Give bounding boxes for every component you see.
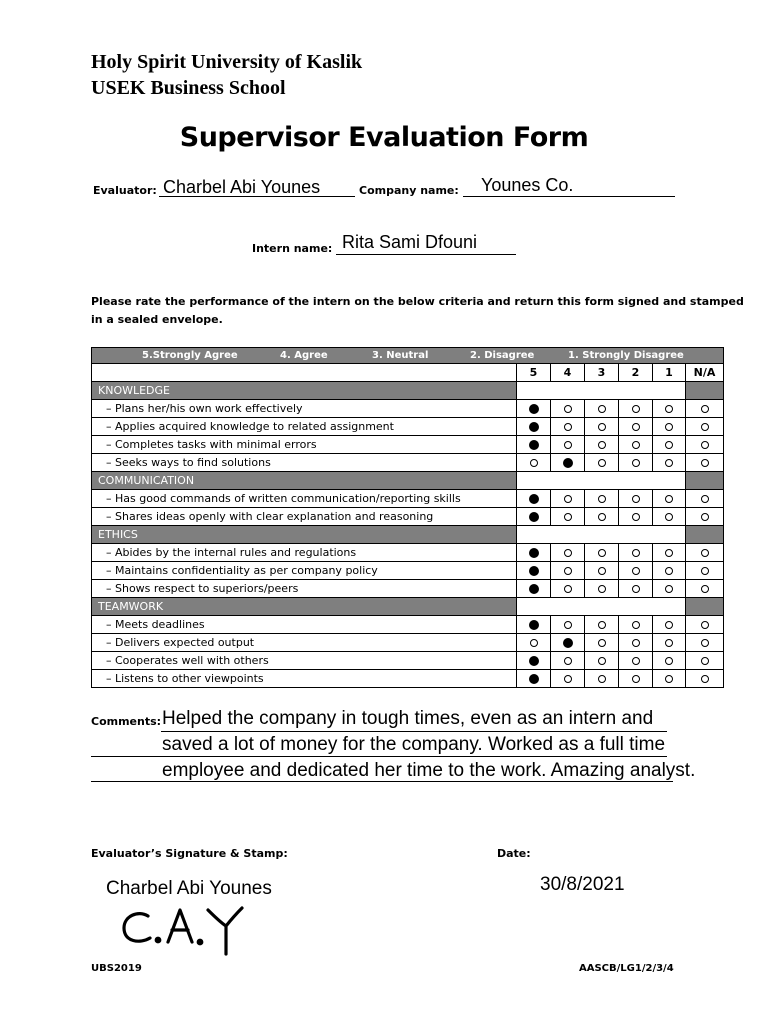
criterion-row <box>92 400 724 418</box>
rating-radio[interactable] <box>701 567 709 575</box>
rating-cell <box>653 490 686 508</box>
criterion-row <box>92 508 724 526</box>
rating-cell <box>619 580 653 598</box>
rating-radio[interactable] <box>632 423 640 431</box>
criterion-row <box>92 454 724 472</box>
rating-radio[interactable] <box>632 441 640 449</box>
rating-radio[interactable] <box>564 567 572 575</box>
rating-radio[interactable] <box>701 639 709 647</box>
rating-radio[interactable] <box>665 549 673 557</box>
column-header: 1 <box>653 364 686 382</box>
rating-radio[interactable] <box>564 423 572 431</box>
rating-radio[interactable] <box>701 513 709 521</box>
company-field[interactable] <box>463 175 675 197</box>
rating-radio[interactable] <box>665 495 673 503</box>
rating-radio[interactable] <box>665 405 673 413</box>
rating-cell <box>585 580 619 598</box>
rating-radio[interactable] <box>598 549 606 557</box>
rating-radio[interactable] <box>598 513 606 521</box>
rating-cell <box>619 454 653 472</box>
criterion-label: – Cooperates well with others <box>92 652 517 670</box>
rating-radio[interactable] <box>632 513 640 521</box>
rating-radio[interactable] <box>598 585 606 593</box>
rating-cell <box>585 400 619 418</box>
rating-radio[interactable] <box>665 639 673 647</box>
scale-cell <box>92 348 724 364</box>
criterion-label: – Maintains confidentiality as per company policy <box>92 562 517 580</box>
scale-label: 4. Agree <box>280 350 328 361</box>
rating-cell <box>619 400 653 418</box>
comment-text-3[interactable]: employee and dedicated her time to the work. Amazing analyst. <box>162 760 696 781</box>
rating-cell <box>686 400 724 418</box>
rating-cell <box>517 670 551 688</box>
rating-radio-selected[interactable] <box>529 584 539 594</box>
scale-label: 1. Strongly Disagree <box>568 350 684 361</box>
scale-label: 2. Disagree <box>470 350 535 361</box>
rating-cell <box>517 490 551 508</box>
rating-radio-selected[interactable] <box>563 638 573 648</box>
rating-radio[interactable] <box>598 405 606 413</box>
rating-radio[interactable] <box>632 657 640 665</box>
rating-radio[interactable] <box>701 423 709 431</box>
criterion-row <box>92 544 724 562</box>
rating-radio[interactable] <box>564 405 572 413</box>
footer-right: AASCB/LG1/2/3/4 <box>579 963 674 974</box>
rating-cell <box>686 436 724 454</box>
rating-cell <box>517 544 551 562</box>
rating-cell <box>686 508 724 526</box>
rating-cell <box>585 616 619 634</box>
rating-radio-selected[interactable] <box>563 458 573 468</box>
rating-cell <box>619 634 653 652</box>
rating-cell <box>653 616 686 634</box>
rating-radio[interactable] <box>598 621 606 629</box>
rating-radio[interactable] <box>564 675 572 683</box>
criterion-label: – Has good commands of written communication/reporting skills <box>92 490 517 508</box>
rating-cell <box>551 436 585 454</box>
rating-cell <box>551 400 585 418</box>
rating-radio[interactable] <box>632 495 640 503</box>
rating-cell <box>686 490 724 508</box>
rating-radio[interactable] <box>598 423 606 431</box>
rating-radio[interactable] <box>632 675 640 683</box>
rating-radio[interactable] <box>632 621 640 629</box>
signature-initials-drawing <box>118 902 248 958</box>
criterion-label: – Shows respect to superiors/peers <box>92 580 517 598</box>
criterion-label: – Applies acquired knowledge to related assignment <box>92 418 517 436</box>
instructions-line-1: Please rate the performance of the intern on the below criteria and return this form signed and stamped <box>91 295 744 308</box>
rating-cell <box>619 508 653 526</box>
signature-label: Evaluator’s Signature & Stamp: <box>91 847 288 860</box>
rating-radio[interactable] <box>530 639 538 647</box>
rating-radio[interactable] <box>665 567 673 575</box>
section-title: COMMUNICATION <box>92 472 517 490</box>
section-row <box>92 382 724 400</box>
rating-radio[interactable] <box>701 585 709 593</box>
rating-radio-selected[interactable] <box>529 548 539 558</box>
rating-radio[interactable] <box>564 549 572 557</box>
comment-text-1[interactable]: Helped the company in tough times, even as an intern and <box>162 708 654 729</box>
criterion-row <box>92 670 724 688</box>
rating-cell <box>585 436 619 454</box>
column-header: 5 <box>517 364 551 382</box>
criterion-label: – Shares ideas openly with clear explanation and reasoning <box>92 508 517 526</box>
date-value: 30/8/2021 <box>540 874 625 895</box>
rating-radio-selected[interactable] <box>529 422 539 432</box>
rating-cell <box>585 670 619 688</box>
rating-cell <box>619 562 653 580</box>
section-spacer <box>517 472 686 490</box>
rating-radio-selected[interactable] <box>529 566 539 576</box>
rating-cell <box>585 634 619 652</box>
rating-cell <box>653 652 686 670</box>
rating-radio[interactable] <box>701 495 709 503</box>
rating-cell <box>551 616 585 634</box>
form-title: Supervisor Evaluation Form <box>179 122 589 153</box>
comments-label: Comments: <box>91 715 162 728</box>
rating-cell <box>686 418 724 436</box>
section-row <box>92 598 724 616</box>
rating-cell <box>551 454 585 472</box>
rating-cell <box>551 490 585 508</box>
rating-cell <box>686 544 724 562</box>
criterion-row <box>92 418 724 436</box>
instructions-line-2: in a sealed envelope. <box>91 313 223 326</box>
rating-cell <box>585 562 619 580</box>
section-na-spacer <box>686 526 724 544</box>
criterion-row <box>92 652 724 670</box>
rating-radio[interactable] <box>665 585 673 593</box>
section-spacer <box>517 526 686 544</box>
column-header-row <box>92 364 724 382</box>
rating-cell <box>551 580 585 598</box>
criterion-label: – Completes tasks with minimal errors <box>92 436 517 454</box>
rating-cell <box>517 580 551 598</box>
criterion-row <box>92 490 724 508</box>
rating-cell <box>619 544 653 562</box>
rating-cell <box>585 544 619 562</box>
rating-radio-selected[interactable] <box>529 620 539 630</box>
rating-cell <box>551 634 585 652</box>
rating-cell <box>585 490 619 508</box>
rating-radio[interactable] <box>564 657 572 665</box>
column-header: 2 <box>619 364 653 382</box>
rating-cell <box>653 634 686 652</box>
rating-radio[interactable] <box>632 567 640 575</box>
rating-cell <box>517 652 551 670</box>
rating-cell <box>686 634 724 652</box>
section-row <box>92 526 724 544</box>
rating-radio[interactable] <box>632 585 640 593</box>
rating-cell <box>585 652 619 670</box>
rating-cell <box>653 436 686 454</box>
rating-radio[interactable] <box>665 441 673 449</box>
rating-cell <box>585 508 619 526</box>
rating-radio[interactable] <box>701 657 709 665</box>
scale-row <box>92 348 724 364</box>
rating-radio[interactable] <box>632 639 640 647</box>
rating-radio-selected[interactable] <box>529 674 539 684</box>
rating-radio-selected[interactable] <box>529 494 539 504</box>
rating-radio[interactable] <box>564 585 572 593</box>
signature-name: Charbel Abi Younes <box>106 878 272 899</box>
section-row <box>92 472 724 490</box>
rating-radio[interactable] <box>598 675 606 683</box>
intern-field[interactable] <box>336 232 516 255</box>
criterion-label: – Abides by the internal rules and regulations <box>92 544 517 562</box>
criterion-label: – Listens to other viewpoints <box>92 670 517 688</box>
rating-radio[interactable] <box>701 549 709 557</box>
rating-radio[interactable] <box>665 513 673 521</box>
section-na-spacer <box>686 472 724 490</box>
rating-cell <box>653 562 686 580</box>
rating-cell <box>653 454 686 472</box>
criterion-label: – Delivers expected output <box>92 634 517 652</box>
section-spacer <box>517 598 686 616</box>
criterion-label: – Plans her/his own work effectively <box>92 400 517 418</box>
intern-value: Rita Sami Dfouni <box>342 232 478 252</box>
company-label: Company name: <box>359 184 459 197</box>
rating-cell <box>551 652 585 670</box>
criterion-row <box>92 634 724 652</box>
rating-cell <box>619 490 653 508</box>
rating-radio-selected[interactable] <box>529 512 539 522</box>
rating-radio[interactable] <box>564 495 572 503</box>
criterion-row <box>92 580 724 598</box>
rating-cell <box>517 418 551 436</box>
rating-radio[interactable] <box>701 459 709 467</box>
criterion-row <box>92 436 724 454</box>
rating-radio[interactable] <box>598 657 606 665</box>
rating-cell <box>585 454 619 472</box>
scale-label: 5.Strongly Agree <box>142 350 238 361</box>
rating-cell <box>619 616 653 634</box>
rating-cell <box>686 652 724 670</box>
rating-radio[interactable] <box>632 549 640 557</box>
rating-cell <box>653 544 686 562</box>
rating-cell <box>619 670 653 688</box>
rating-radio[interactable] <box>598 639 606 647</box>
section-title: TEAMWORK <box>92 598 517 616</box>
rating-cell <box>686 454 724 472</box>
rating-cell <box>686 670 724 688</box>
rating-radio[interactable] <box>632 459 640 467</box>
rating-cell <box>517 508 551 526</box>
rating-cell <box>653 670 686 688</box>
rating-radio[interactable] <box>665 423 673 431</box>
rating-cell <box>517 616 551 634</box>
rating-cell <box>653 400 686 418</box>
rating-radio[interactable] <box>665 675 673 683</box>
rating-cell <box>517 436 551 454</box>
rating-table <box>91 347 724 688</box>
rating-radio-selected[interactable] <box>529 656 539 666</box>
rating-radio[interactable] <box>701 441 709 449</box>
rating-radio[interactable] <box>701 621 709 629</box>
rating-radio[interactable] <box>564 621 572 629</box>
rating-radio[interactable] <box>632 405 640 413</box>
rating-cell <box>653 508 686 526</box>
comment-text-2[interactable]: saved a lot of money for the company. Worked as a full time <box>162 734 666 755</box>
column-header: 3 <box>585 364 619 382</box>
rating-cell <box>619 418 653 436</box>
section-na-spacer <box>686 382 724 400</box>
rating-cell <box>653 418 686 436</box>
school-name: USEK Business School <box>91 77 286 99</box>
criteria-header <box>92 364 517 382</box>
column-header: N/A <box>686 364 724 382</box>
criterion-label: – Seeks ways to find solutions <box>92 454 517 472</box>
company-value: Younes Co. <box>481 175 574 195</box>
section-na-spacer <box>686 598 724 616</box>
section-title: KNOWLEDGE <box>92 382 517 400</box>
rating-radio[interactable] <box>598 441 606 449</box>
rating-cell <box>686 580 724 598</box>
section-title: ETHICS <box>92 526 517 544</box>
rating-cell <box>619 652 653 670</box>
rating-radio[interactable] <box>665 657 673 665</box>
footer-left: UBS2019 <box>91 963 142 974</box>
rating-radio[interactable] <box>564 513 572 521</box>
rating-cell <box>686 562 724 580</box>
rating-radio[interactable] <box>564 441 572 449</box>
rating-cell <box>551 670 585 688</box>
intern-label: Intern name: <box>252 242 333 255</box>
rating-radio[interactable] <box>665 621 673 629</box>
column-header: 4 <box>551 364 585 382</box>
rating-cell <box>517 454 551 472</box>
university-name: Holy Spirit University of Kaslik <box>91 51 363 73</box>
rating-cell <box>517 562 551 580</box>
rating-radio[interactable] <box>701 675 709 683</box>
rating-cell <box>585 418 619 436</box>
rating-radio[interactable] <box>701 405 709 413</box>
criterion-label: – Meets deadlines <box>92 616 517 634</box>
rating-radio[interactable] <box>598 495 606 503</box>
evaluator-field[interactable] <box>159 178 355 197</box>
rating-radio[interactable] <box>598 459 606 467</box>
evaluator-value: Charbel Abi Younes <box>163 177 321 197</box>
rating-radio[interactable] <box>530 459 538 467</box>
criterion-row <box>92 616 724 634</box>
rating-cell <box>551 544 585 562</box>
rating-radio[interactable] <box>598 567 606 575</box>
date-label: Date: <box>497 847 531 860</box>
rating-radio-selected[interactable] <box>529 404 539 414</box>
scale-label: 3. Neutral <box>372 350 429 361</box>
rating-cell <box>551 562 585 580</box>
rating-cell <box>517 634 551 652</box>
section-spacer <box>517 382 686 400</box>
rating-radio-selected[interactable] <box>529 440 539 450</box>
rating-radio[interactable] <box>665 459 673 467</box>
rating-cell <box>551 418 585 436</box>
rating-cell <box>551 508 585 526</box>
rating-cell <box>686 616 724 634</box>
rating-cell <box>517 400 551 418</box>
rating-cell <box>619 436 653 454</box>
evaluator-label: Evaluator: <box>93 184 157 197</box>
rating-cell <box>653 580 686 598</box>
criterion-row <box>92 562 724 580</box>
